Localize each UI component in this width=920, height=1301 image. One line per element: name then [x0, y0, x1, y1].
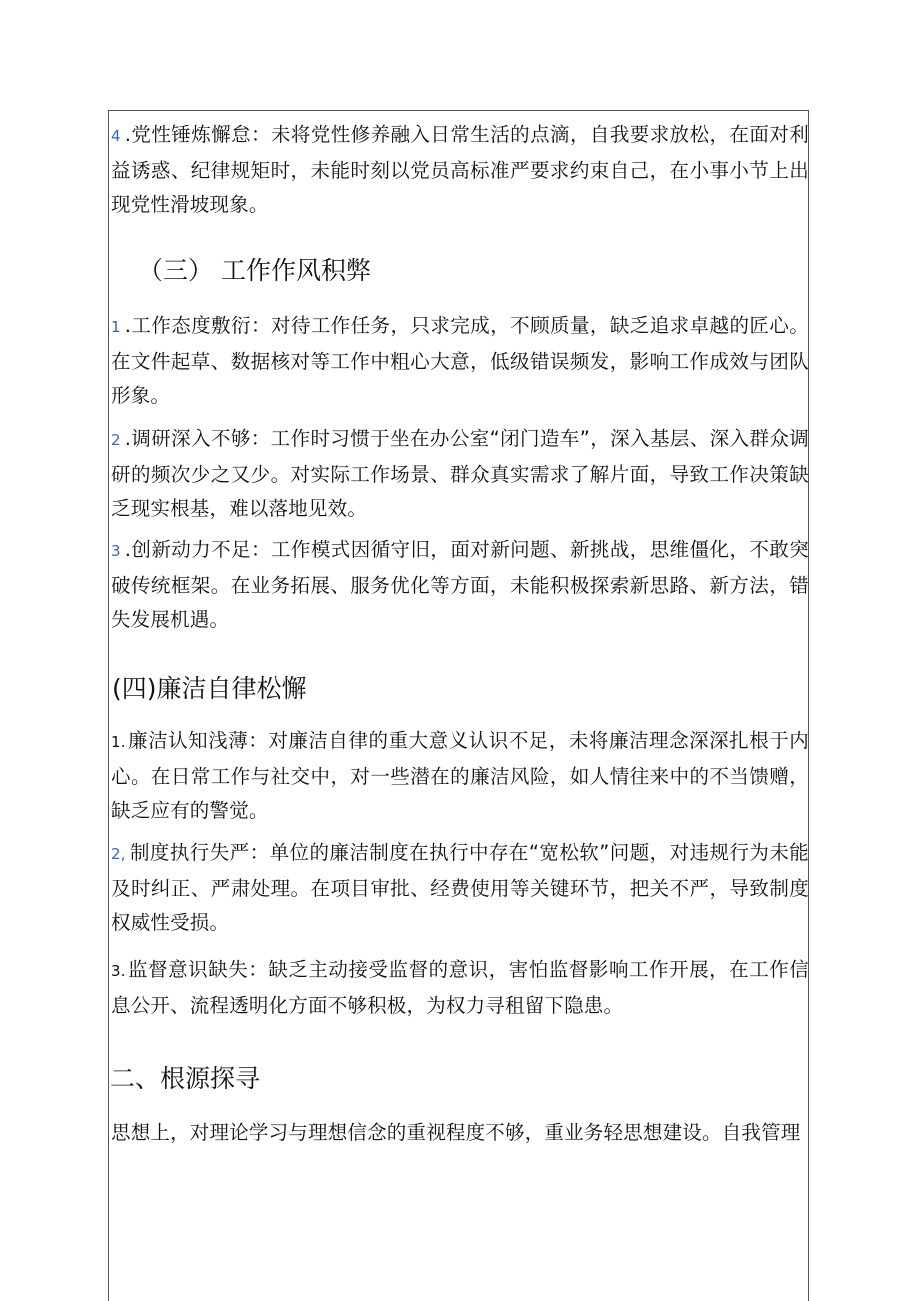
integrity-awareness-paragraph: [111, 724, 809, 829]
item-number: 4: [111, 127, 121, 145]
item-number: 2: [111, 431, 121, 449]
item-text: .工作态度敷衍：对待工作任务，只求完成，不顾质量，缺乏追求卓越的匠心。在文件起草、数据核对等工作中粗心大意，低级错误频发，影响工作成效与团队形象。: [111, 314, 809, 407]
supervision-paragraph: [111, 953, 809, 1023]
item-number: 1: [111, 318, 121, 336]
item-number: 2,: [111, 845, 126, 863]
system-enforcement-paragraph: [111, 836, 809, 941]
research-paragraph: [111, 422, 809, 527]
item-text: .创新动力不足：工作模式因循守旧，面对新问题、新挑战，思维僵化，不敢突破传统框架。在业务拓展、服务优化等方面，未能积极探索新思路、新方法，错失发展机遇。: [111, 538, 809, 631]
item-text: 监督意识缺失：缺乏主动接受监督的意识，害怕监督影响工作开展，在工作信息公开、流程透明化方面不够积极，为权力寻租留下隐患。: [111, 958, 809, 1017]
section-heading-root-causes: 二、根源探寻: [110, 1064, 261, 1093]
item-number: 1.: [111, 733, 126, 751]
root-causes-paragraph: 思想上，对理论学习与理想信念的重视程度不够，重业务轻思想建设。自我管理: [111, 1121, 801, 1144]
item-text: .调研深入不够：工作时习惯于坐在办公室“闭门造车”，深入基层、深入群众调研的频次少之又少。对实际工作场景、群众真实需求了解片面，导致工作决策缺乏现实根基，难以落地见效。: [111, 427, 809, 520]
section-heading-integrity: (四)廉洁自律松懈: [112, 674, 307, 703]
item-number: 3.: [111, 962, 126, 980]
item-text: .党性锤炼懈怠：未将党性修养融入日常生活的点滴，自我要求放松，在面对利益诱惑、纪律规矩时，未能时刻以党员高标准严要求约束自己，在小事小节上出现党性滑坡现象。: [111, 123, 809, 216]
item-number: 3: [111, 542, 121, 560]
work-attitude-paragraph: [111, 309, 809, 414]
item-text: 廉洁认知浅薄：对廉洁自律的重大意义认识不足，未将廉洁理念深深扎根于内心。在日常工作与社交中，对一些潜在的廉洁风险，如人情往来中的不当馈赠，缺乏应有的警觉。: [111, 729, 809, 822]
innovation-paragraph: [111, 533, 809, 638]
party-spirit-paragraph: [111, 118, 809, 223]
section-heading-work-style: （三） 工作作风积弊: [138, 256, 371, 285]
item-text: 制度执行失严：单位的廉洁制度在执行中存在“宽松软”问题，对违规行为未能及时纠正、严肃处理。在项目审批、经费使用等关键环节，把关不严，导致制度权威性受损。: [111, 841, 809, 934]
